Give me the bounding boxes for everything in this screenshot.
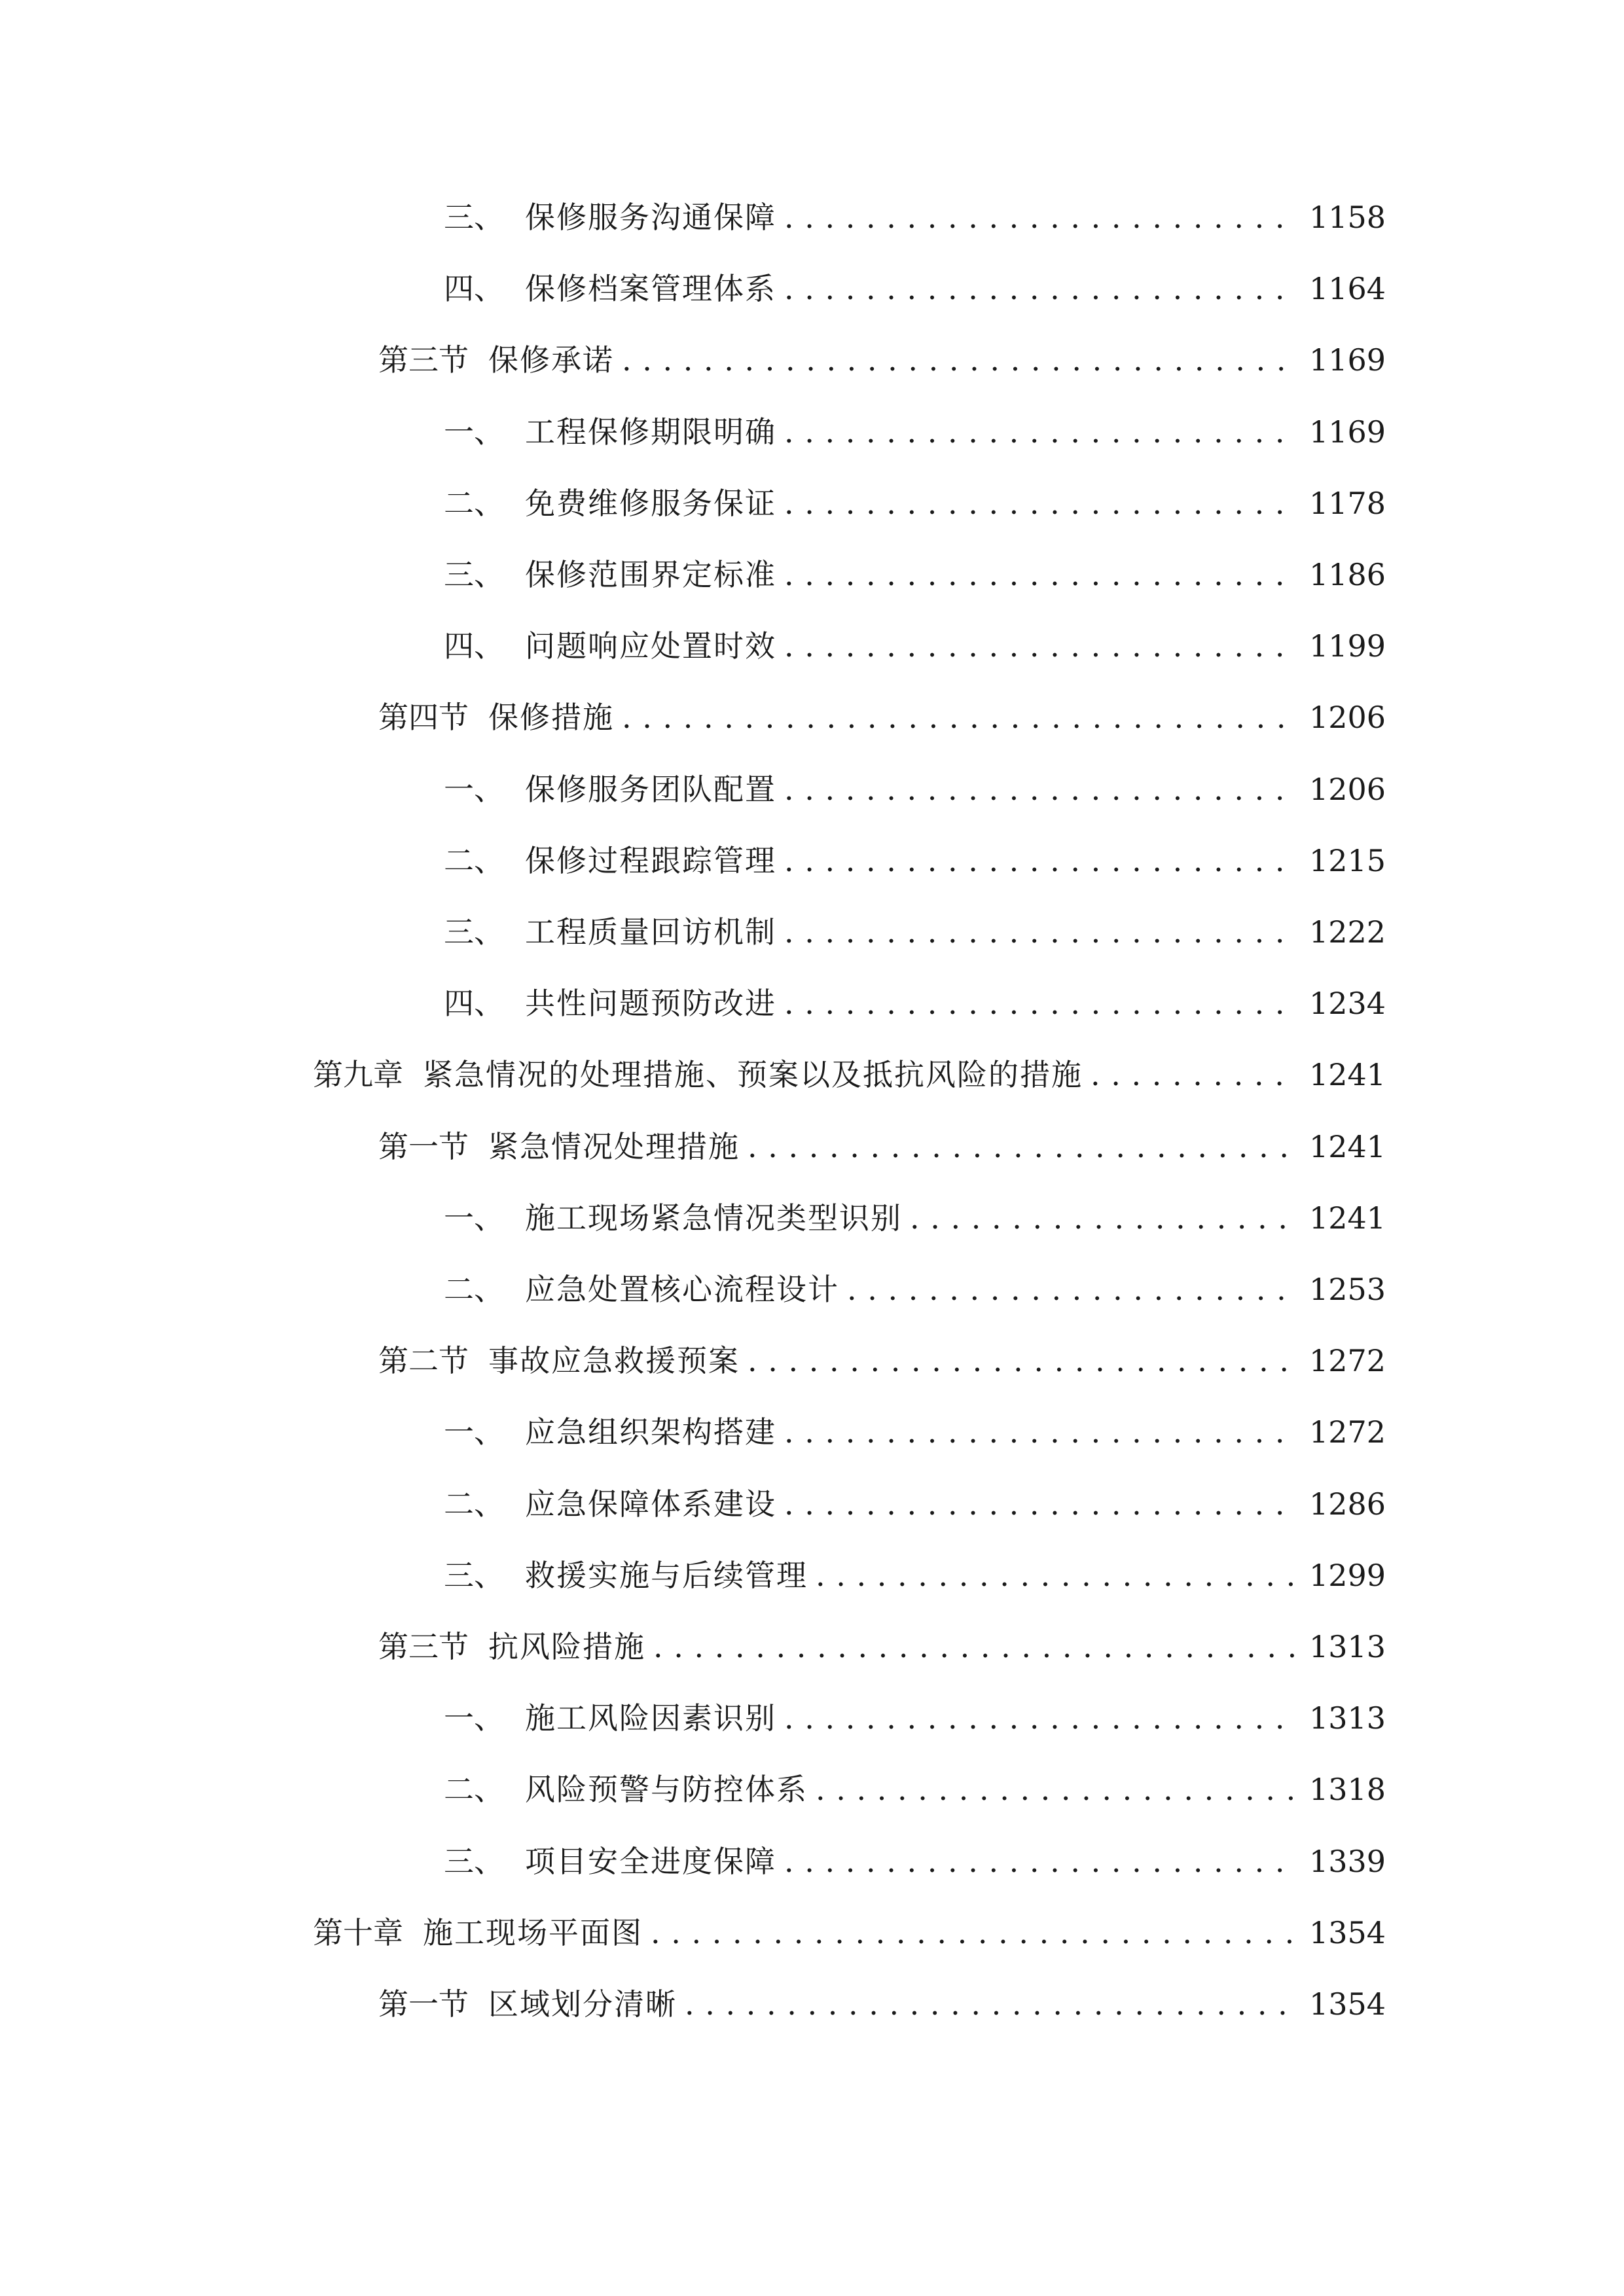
toc-entry-page-number: 1206 — [1309, 700, 1386, 735]
toc-entry[interactable] — [444, 477, 1386, 529]
toc-entry[interactable] — [444, 906, 1386, 958]
toc-entry-prefix: 二、 — [444, 1272, 504, 1307]
toc-entry[interactable] — [378, 691, 1386, 744]
toc-entry-prefix: 一、 — [444, 1200, 504, 1236]
toc-dot-leader — [651, 1907, 1295, 1959]
toc-entry-prefix: 一、 — [444, 772, 504, 807]
toc-entry-page-number: 1313 — [1309, 1629, 1386, 1664]
toc-dot-leader — [816, 1763, 1295, 1816]
toc-entry-title: 保修档案管理体系 — [525, 271, 776, 306]
toc-entry-title: 抗风险措施 — [488, 1629, 645, 1664]
toc-entry[interactable] — [444, 620, 1386, 672]
toc-entry-page-number: 1178 — [1309, 486, 1386, 521]
toc-entry-prefix: 三、 — [444, 914, 504, 950]
toc-entry-page-number: 1313 — [1309, 1700, 1386, 1736]
toc-entry-page-number: 1169 — [1309, 414, 1386, 450]
toc-dot-leader — [784, 1406, 1295, 1458]
toc-entry-title: 施工风险因素识别 — [525, 1700, 776, 1736]
toc-entry-title: 应急保障体系建设 — [525, 1486, 776, 1522]
toc-dot-leader — [622, 334, 1295, 386]
toc-entry[interactable] — [444, 548, 1386, 601]
toc-entry-page-number: 1241 — [1309, 1200, 1386, 1236]
toc-entry-title: 救援实施与后续管理 — [525, 1558, 808, 1593]
toc-entry-title: 保修服务团队配置 — [525, 772, 776, 807]
toc-entry-prefix: 一、 — [444, 414, 504, 450]
toc-entry-title: 区域划分清晰 — [488, 1986, 677, 2022]
toc-entry-title: 施工现场平面图 — [423, 1915, 643, 1950]
toc-entry-title: 保修承诺 — [488, 342, 614, 378]
toc-entry-page-number: 1272 — [1309, 1414, 1386, 1450]
toc-entry[interactable] — [313, 1907, 1386, 1959]
toc-entry[interactable] — [444, 1549, 1386, 1602]
toc-entry-title: 工程保修期限明确 — [525, 414, 776, 450]
toc-entry-page-number: 1169 — [1309, 342, 1386, 378]
toc-dot-leader — [653, 1621, 1295, 1673]
toc-entry-prefix: 第四节 — [378, 700, 469, 735]
toc-entry[interactable] — [444, 834, 1386, 887]
toc-entry-prefix: 第二节 — [378, 1343, 469, 1378]
toc-entry[interactable] — [444, 1478, 1386, 1530]
toc-dot-leader — [685, 1978, 1295, 2030]
toc-entry-page-number: 1339 — [1309, 1844, 1386, 1879]
toc-entry-title: 紧急情况处理措施 — [488, 1129, 740, 1164]
toc-entry-page-number: 1354 — [1309, 1986, 1386, 2022]
toc-dot-leader — [784, 191, 1295, 243]
toc-dot-leader — [748, 1121, 1295, 1173]
toc-entry[interactable] — [378, 1335, 1386, 1387]
toc-entry[interactable] — [444, 191, 1386, 243]
toc-entry-page-number: 1234 — [1309, 986, 1386, 1021]
toc-entry-prefix: 三、 — [444, 200, 504, 235]
toc-entry[interactable] — [444, 1835, 1386, 1888]
toc-entry-title: 紧急情况的处理措施、预案以及抵抗风险的措施 — [423, 1057, 1083, 1092]
toc-entry[interactable] — [444, 1263, 1386, 1316]
toc-dot-leader — [784, 1692, 1295, 1744]
toc-entry-prefix: 第一节 — [378, 1986, 469, 2022]
toc-entry-title: 免费维修服务保证 — [525, 486, 776, 521]
toc-entry-title: 保修措施 — [488, 700, 614, 735]
toc-dot-leader — [1091, 1049, 1295, 1101]
toc-entry-title: 风险预警与防控体系 — [525, 1772, 808, 1807]
toc-entry-title: 应急处置核心流程设计 — [525, 1272, 839, 1307]
toc-entry-prefix: 三、 — [444, 1844, 504, 1879]
toc-entry-title: 项目安全进度保障 — [525, 1844, 776, 1879]
toc-entry[interactable] — [444, 977, 1386, 1030]
toc-entry-prefix: 二、 — [444, 843, 504, 878]
toc-dot-leader — [784, 548, 1295, 601]
toc-entry-title: 问题响应处置时效 — [525, 628, 776, 664]
toc-dot-leader — [784, 406, 1295, 458]
toc-entry-prefix: 三、 — [444, 557, 504, 592]
toc-entry[interactable] — [444, 1406, 1386, 1458]
toc-entry-page-number: 1215 — [1309, 843, 1386, 878]
toc-entry-page-number: 1286 — [1309, 1486, 1386, 1522]
toc-entry-prefix: 四、 — [444, 986, 504, 1021]
toc-entry-title: 施工现场紧急情况类型识别 — [525, 1200, 902, 1236]
toc-dot-leader — [748, 1335, 1295, 1387]
toc-entry-page-number: 1354 — [1309, 1915, 1386, 1950]
toc-entry[interactable] — [313, 1049, 1386, 1101]
toc-dot-leader — [784, 1478, 1295, 1530]
toc-entry-page-number: 1318 — [1309, 1772, 1386, 1807]
toc-dot-leader — [784, 262, 1295, 315]
toc-entry-title: 共性问题预防改进 — [525, 986, 776, 1021]
toc-entry[interactable] — [444, 1192, 1386, 1244]
toc-entry-title: 工程质量回访机制 — [525, 914, 776, 950]
toc-entry-prefix: 第九章 — [313, 1057, 403, 1092]
toc-entry-title: 保修范围界定标准 — [525, 557, 776, 592]
toc-entry-page-number: 1253 — [1309, 1272, 1386, 1307]
toc-entry-title: 事故应急救援预案 — [488, 1343, 740, 1378]
toc-dot-leader — [847, 1263, 1295, 1316]
toc-entry-prefix: 二、 — [444, 1772, 504, 1807]
toc-entry[interactable] — [444, 262, 1386, 315]
toc-dot-leader — [784, 1835, 1295, 1888]
toc-dot-leader — [816, 1549, 1295, 1602]
toc-entry-page-number: 1158 — [1309, 200, 1386, 235]
toc-entry-prefix: 四、 — [444, 628, 504, 664]
toc-entry[interactable] — [378, 1978, 1386, 2030]
toc-entry-prefix: 三、 — [444, 1558, 504, 1593]
toc-entry-page-number: 1222 — [1309, 914, 1386, 950]
toc-entry[interactable] — [378, 334, 1386, 386]
toc-entry[interactable] — [378, 1121, 1386, 1173]
toc-dot-leader — [784, 620, 1295, 672]
toc-entry-prefix: 二、 — [444, 486, 504, 521]
toc-entry-page-number: 1272 — [1309, 1343, 1386, 1378]
toc-entry-title: 应急组织架构搭建 — [525, 1414, 776, 1450]
toc-entry-prefix: 一、 — [444, 1414, 504, 1450]
toc-entry-page-number: 1199 — [1309, 628, 1386, 664]
toc-dot-leader — [910, 1192, 1295, 1244]
toc-dot-leader — [622, 691, 1295, 744]
toc-entry-page-number: 1299 — [1309, 1558, 1386, 1593]
toc-entry-prefix: 二、 — [444, 1486, 504, 1522]
toc-entry-prefix: 第一节 — [378, 1129, 469, 1164]
toc-entry-page-number: 1164 — [1309, 271, 1386, 306]
toc-entry-title: 保修过程跟踪管理 — [525, 843, 776, 878]
toc-entry-page-number: 1186 — [1309, 557, 1386, 592]
toc-entry-prefix: 第十章 — [313, 1915, 403, 1950]
toc-entry[interactable] — [444, 1692, 1386, 1744]
toc-dot-leader — [784, 906, 1295, 958]
toc-dot-leader — [784, 834, 1295, 887]
toc-dot-leader — [784, 763, 1295, 816]
toc-entry-prefix: 四、 — [444, 271, 504, 306]
toc-entry-prefix: 第三节 — [378, 342, 469, 378]
toc-entry-prefix: 一、 — [444, 1700, 504, 1736]
toc-entry[interactable] — [378, 1621, 1386, 1673]
toc-entry-prefix: 第三节 — [378, 1629, 469, 1664]
toc-entry-page-number: 1241 — [1309, 1129, 1386, 1164]
toc-entry-title: 保修服务沟通保障 — [525, 200, 776, 235]
toc-entry[interactable] — [444, 406, 1386, 458]
toc-entry[interactable] — [444, 1763, 1386, 1816]
toc-entry[interactable] — [444, 763, 1386, 816]
toc-dot-leader — [784, 977, 1295, 1030]
toc-entry-page-number: 1206 — [1309, 772, 1386, 807]
toc-entry-page-number: 1241 — [1309, 1057, 1386, 1092]
toc-dot-leader — [784, 477, 1295, 529]
